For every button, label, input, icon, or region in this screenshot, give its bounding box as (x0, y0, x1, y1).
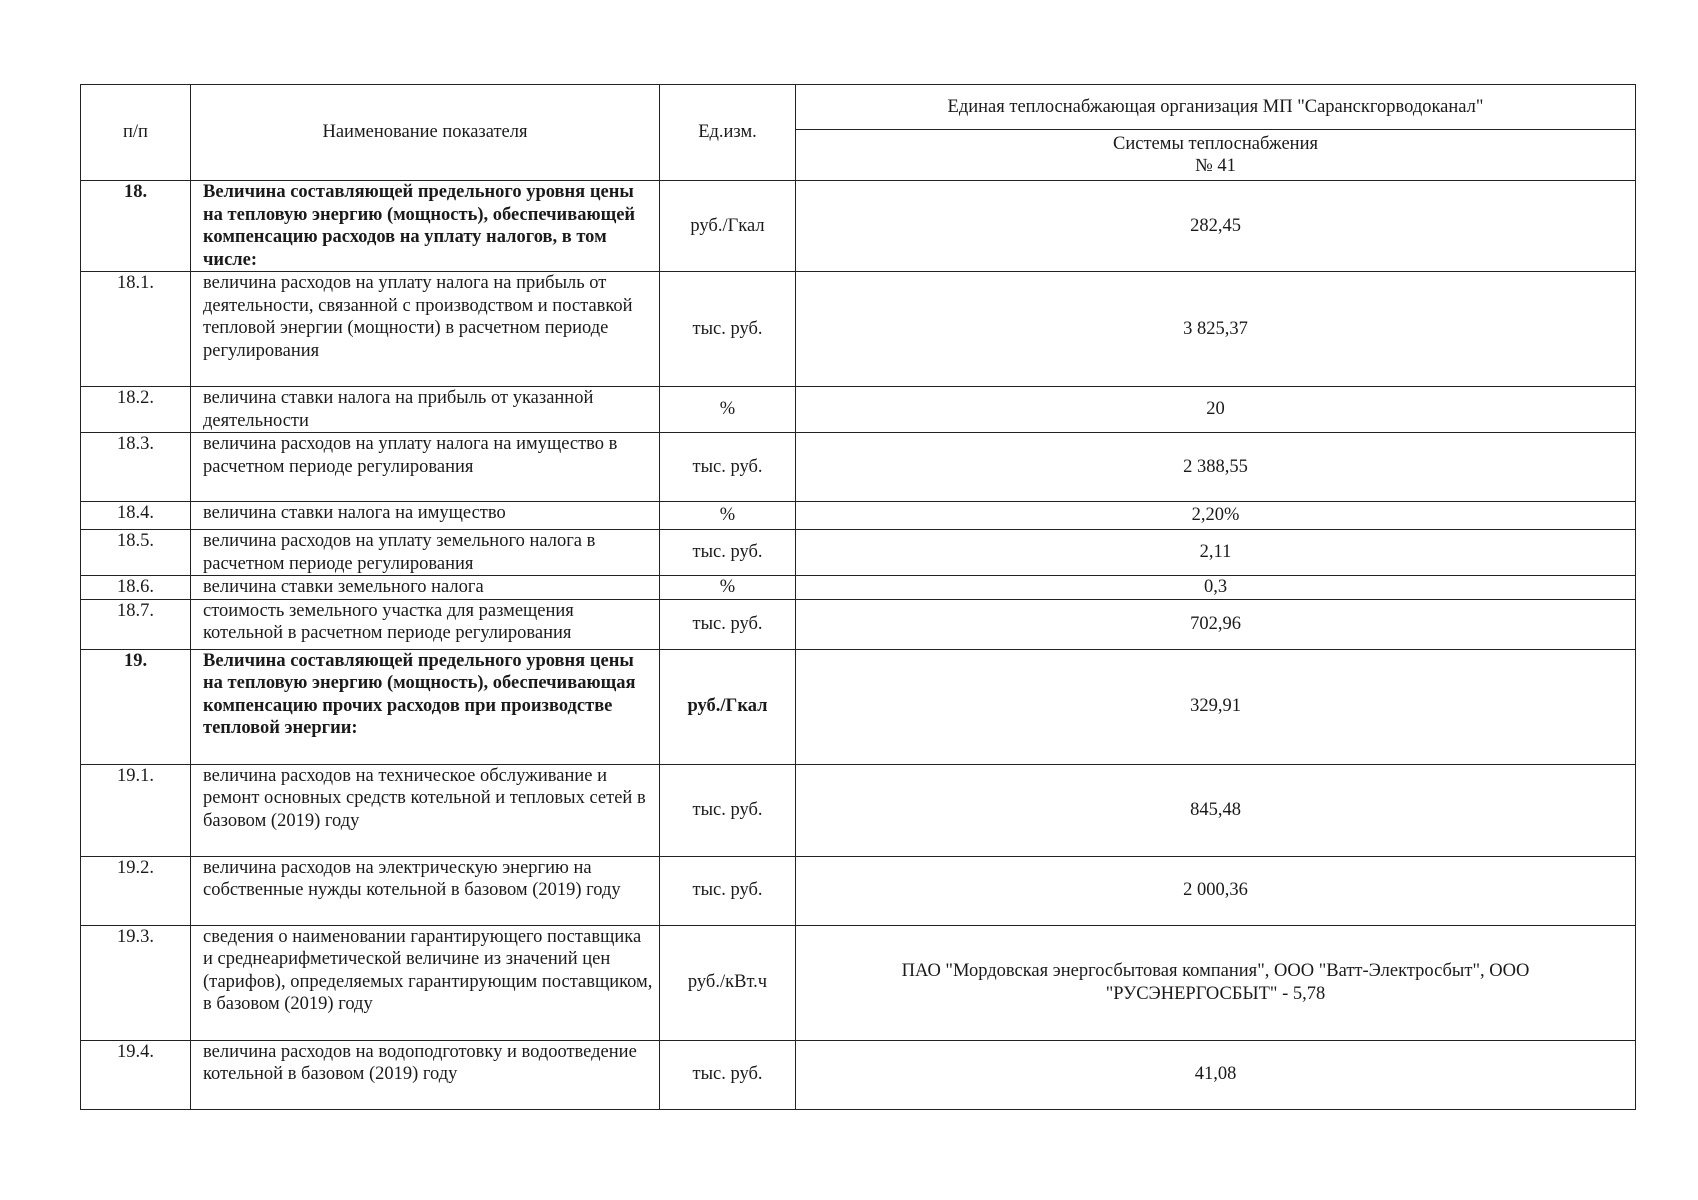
table-row (81, 502, 1636, 530)
row-number: 19.1. (81, 764, 191, 856)
table-row (81, 599, 1636, 649)
table-row (81, 272, 1636, 387)
row-number: 18. (81, 181, 191, 272)
row-indicator: Величина составляющей предельного уровня цены на тепловую энергию (мощность), обеспечивающей компенсацию расходов на уплату налогов, в том числе: (191, 181, 660, 272)
row-indicator: величина расходов на водоподготовку и водоотведение котельной в базовом (2019) году (191, 1040, 660, 1109)
row-value: 329,91 (796, 649, 1636, 764)
table-row (81, 856, 1636, 925)
header-unit: Ед.изм. (660, 85, 796, 181)
row-unit: тыс. руб. (660, 433, 796, 502)
row-indicator: сведения о наименовании гарантирующего поставщика и среднеарифметической величине из значений цен (тарифов), определяемых гарантирующим поставщиком, в базовом (2019) году (191, 925, 660, 1040)
row-indicator: величина ставки земельного налога (191, 576, 660, 600)
row-number: 18.7. (81, 599, 191, 649)
row-number: 19. (81, 649, 191, 764)
tariff-table (80, 84, 1636, 1110)
header-organization: Единая теплоснабжающая организация МП "Саранскгорводоканал" (796, 85, 1636, 130)
row-number: 18.1. (81, 272, 191, 387)
heat-system-label: Системы теплоснабжения (1113, 134, 1318, 154)
row-unit: тыс. руб. (660, 764, 796, 856)
header-name: Наименование показателя (191, 85, 660, 181)
header-heat-system (796, 130, 1636, 181)
row-number: 18.3. (81, 433, 191, 502)
row-number: 19.3. (81, 925, 191, 1040)
row-number: 18.2. (81, 387, 191, 433)
table-row (81, 649, 1636, 764)
row-indicator: величина расходов на уплату налога на имущество в расчетном периоде регулирования (191, 433, 660, 502)
row-indicator: величина расходов на уплату земельного налога в расчетном периоде регулирования (191, 530, 660, 576)
row-indicator: величина расходов на электрическую энергию на собственные нужды котельной в базовом (2019) году (191, 856, 660, 925)
row-indicator: величина ставки налога на имущество (191, 502, 660, 530)
row-indicator: Величина составляющей предельного уровня цены на тепловую энергию (мощность), обеспечивающая компенсацию прочих расходов при производстве тепловой энергии: (191, 649, 660, 764)
row-value: 3 825,37 (796, 272, 1636, 387)
row-unit: тыс. руб. (660, 856, 796, 925)
header-num: п/п (81, 85, 191, 181)
row-value: 282,45 (796, 181, 1636, 272)
row-unit: тыс. руб. (660, 1040, 796, 1109)
row-unit: % (660, 387, 796, 433)
row-value: 2 388,55 (796, 433, 1636, 502)
table-row (81, 1040, 1636, 1109)
table-row (81, 576, 1636, 600)
row-indicator: стоимость земельного участка для размещения котельной в расчетном периоде регулирования (191, 599, 660, 649)
row-value: 702,96 (796, 599, 1636, 649)
row-value: 2 000,36 (796, 856, 1636, 925)
row-number: 19.2. (81, 856, 191, 925)
row-number: 18.6. (81, 576, 191, 600)
row-indicator: величина расходов на уплату налога на прибыль от деятельности, связанной с производством и поставкой тепловой энергии (мощности) в расчетном периоде регулирования (191, 272, 660, 387)
row-value: 41,08 (796, 1040, 1636, 1109)
row-value: 0,3 (796, 576, 1636, 600)
table-row (81, 925, 1636, 1040)
table-row (81, 530, 1636, 576)
table-row (81, 433, 1636, 502)
row-value: 845,48 (796, 764, 1636, 856)
row-unit: тыс. руб. (660, 530, 796, 576)
row-unit: % (660, 502, 796, 530)
row-value: 20 (796, 387, 1636, 433)
heat-system-number: № 41 (1195, 156, 1236, 176)
row-unit: тыс. руб. (660, 599, 796, 649)
row-indicator: величина ставки налога на прибыль от указанной деятельности (191, 387, 660, 433)
table-row (81, 387, 1636, 433)
row-value: 2,11 (796, 530, 1636, 576)
row-value: ПАО "Мордовская энергосбытовая компания", ООО "Ватт-Электросбыт", ООО "РУСЭНЕРГОСБЫТ" - 5,78 (796, 925, 1636, 1040)
row-number: 19.4. (81, 1040, 191, 1109)
header-row (81, 85, 1636, 130)
row-indicator: величина расходов на техническое обслуживание и ремонт основных средств котельной и тепловых сетей в базовом (2019) году (191, 764, 660, 856)
table-row (81, 181, 1636, 272)
row-number: 18.5. (81, 530, 191, 576)
row-unit: руб./кВт.ч (660, 925, 796, 1040)
row-value: 2,20% (796, 502, 1636, 530)
table-row (81, 764, 1636, 856)
row-unit: тыс. руб. (660, 272, 796, 387)
row-number: 18.4. (81, 502, 191, 530)
row-unit: % (660, 576, 796, 600)
row-unit: руб./Гкал (660, 649, 796, 764)
row-unit: руб./Гкал (660, 181, 796, 272)
